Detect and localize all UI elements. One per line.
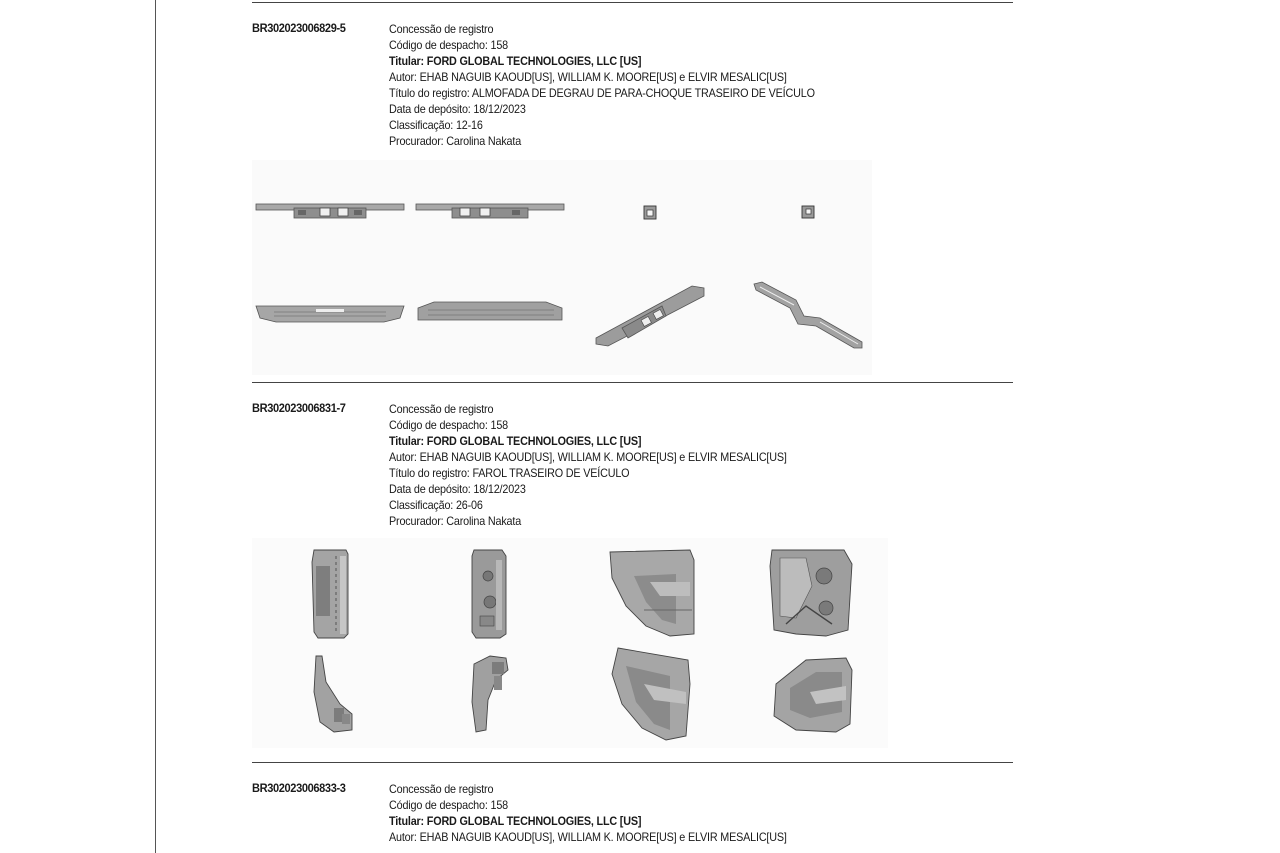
title-label: Título do registro: <box>389 86 470 100</box>
dispatch-code-label: Código de despacho: <box>389 418 488 432</box>
bumper-perspective-view-figure <box>750 278 870 352</box>
bumper-top-view-figure <box>254 300 406 326</box>
author-names: EHAB NAGUIB KAOUD[US], WILLIAM K. MOORE[US] e ELVIR MESALIC[US] <box>419 70 787 84</box>
holder-name: FORD GLOBAL TECHNOLOGIES, LLC [US] <box>426 814 642 828</box>
holder-label: Titular: <box>389 434 424 448</box>
filing-date: 18/12/2023 <box>473 102 526 116</box>
dispatch-code: 158 <box>490 38 508 52</box>
classification: 26-06 <box>455 498 483 512</box>
dispatch-code-label: Código de despacho: <box>389 38 488 52</box>
bumper-rear-view-figure <box>414 196 566 226</box>
record-status: Concessão de registro <box>389 402 494 416</box>
holder-name: FORD GLOBAL TECHNOLOGIES, LLC [US] <box>426 434 642 448</box>
tail-lamp-front-view-figure <box>306 546 352 640</box>
tail-lamp-outer-view-figure <box>604 546 700 640</box>
record-divider <box>252 382 1013 383</box>
filing-date-label: Data de depósito: <box>389 102 471 116</box>
tail-lamp-perspective-view-figure <box>766 652 856 736</box>
author-names: EHAB NAGUIB KAOUD[US], WILLIAM K. MOORE[US] e ELVIR MESALIC[US] <box>419 830 787 844</box>
classification-label: Classificação: <box>389 118 454 132</box>
tail-lamp-side-view-figure <box>306 652 358 736</box>
page-left-edge <box>155 0 156 853</box>
bumper-side-view-figure <box>800 204 818 222</box>
record-fields <box>389 21 862 149</box>
holder-name: FORD GLOBAL TECHNOLOGIES, LLC [US] <box>426 54 642 68</box>
author-label: Autor: <box>389 450 417 464</box>
tail-lamp-side-view-figure <box>466 652 516 736</box>
record-fields <box>389 401 831 529</box>
classification-label: Classificação: <box>389 498 454 512</box>
tail-lamp-inner-view-figure <box>766 546 856 640</box>
attorney-label: Procurador: <box>389 134 444 148</box>
dispatch-code-label: Código de despacho: <box>389 798 488 812</box>
record-divider <box>252 2 1013 3</box>
record-fields <box>389 781 831 845</box>
record-number: BR302023006831-7 <box>252 401 346 415</box>
author-label: Autor: <box>389 70 417 84</box>
record-title: FAROL TRASEIRO DE VEÍCULO <box>472 466 630 480</box>
attorney-name: Carolina Nakata <box>446 514 522 528</box>
holder-label: Titular: <box>389 814 424 828</box>
dispatch-code: 158 <box>490 418 508 432</box>
author-label: Autor: <box>389 830 417 844</box>
record-number: BR302023006833-3 <box>252 781 346 795</box>
record-divider <box>252 762 1013 763</box>
record-number: BR302023006829-5 <box>252 21 346 35</box>
bumper-perspective-view-figure <box>592 280 708 348</box>
holder-label: Titular: <box>389 54 424 68</box>
bumper-side-view-figure <box>642 204 660 222</box>
attorney-name: Carolina Nakata <box>446 134 522 148</box>
filing-date-label: Data de depósito: <box>389 482 471 496</box>
record-title: ALMOFADA DE DEGRAU DE PARA-CHOQUE TRASEIRO DE VEÍCULO <box>471 86 815 100</box>
tail-lamp-rear-view-figure <box>466 546 512 640</box>
filing-date: 18/12/2023 <box>473 482 526 496</box>
attorney-label: Procurador: <box>389 514 444 528</box>
classification: 12-16 <box>455 118 483 132</box>
title-label: Título do registro: <box>389 466 470 480</box>
bumper-front-view-figure <box>254 196 406 226</box>
record-status: Concessão de registro <box>389 22 494 36</box>
tail-lamp-perspective-view-figure <box>604 644 694 744</box>
author-names: EHAB NAGUIB KAOUD[US], WILLIAM K. MOORE[US] e ELVIR MESALIC[US] <box>419 450 787 464</box>
bumper-bottom-view-figure <box>414 298 566 326</box>
dispatch-code: 158 <box>490 798 508 812</box>
record-status: Concessão de registro <box>389 782 494 796</box>
